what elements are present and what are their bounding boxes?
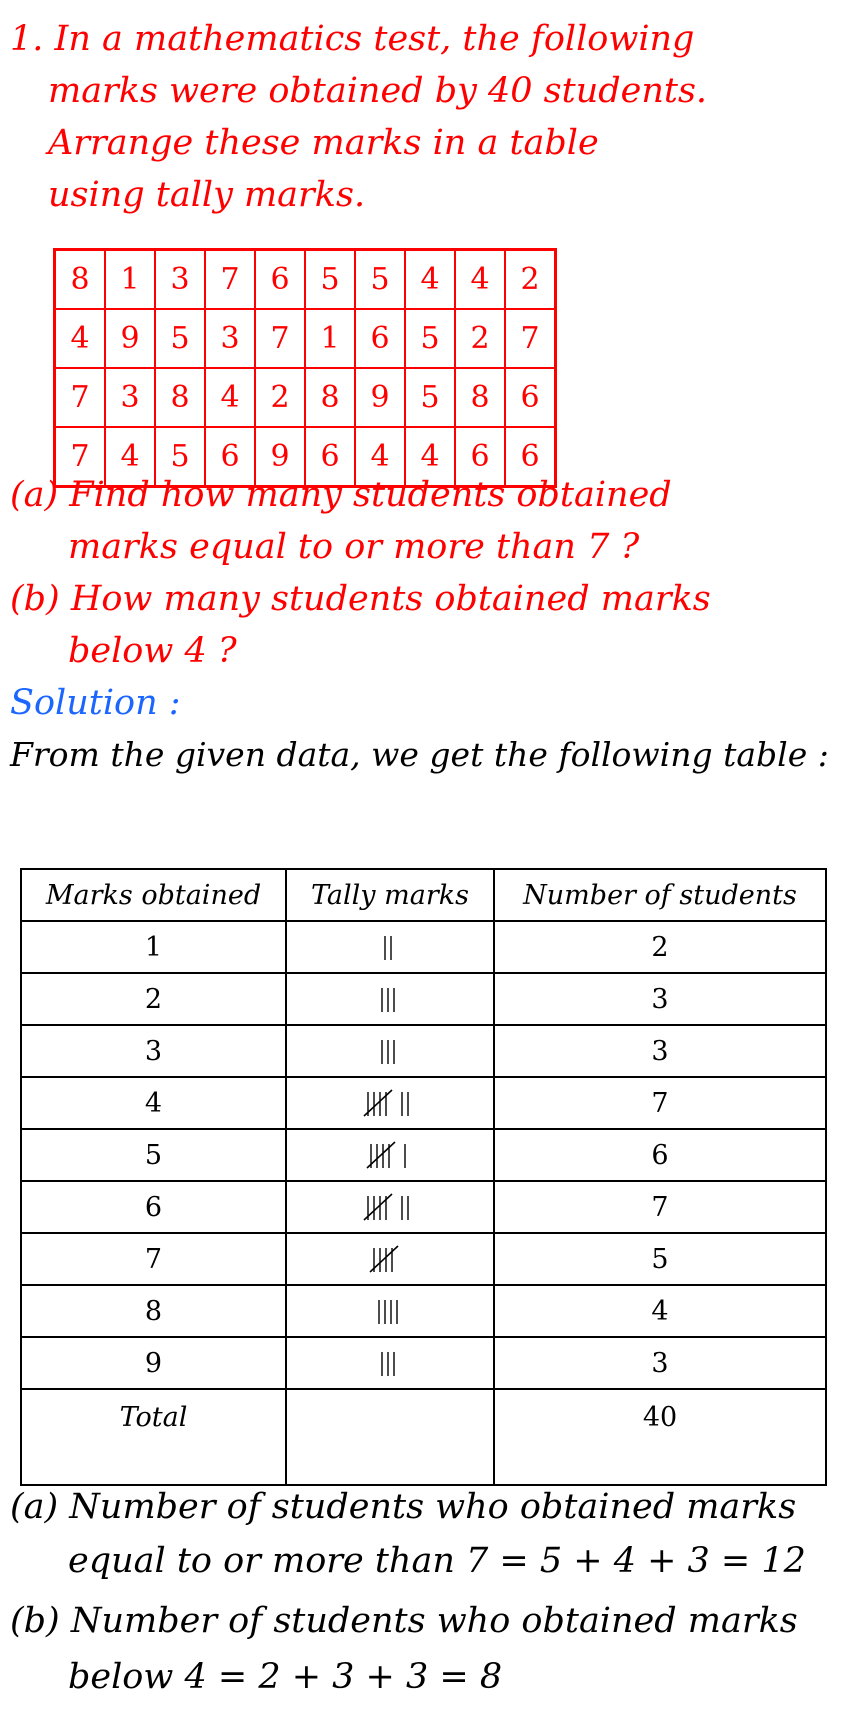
frequency-table	[20, 868, 827, 1486]
marks-grid-cell: 4	[405, 250, 455, 310]
marks-grid-cell: 3	[155, 250, 205, 310]
marks-grid-cell: 8	[155, 368, 205, 427]
tally-marks-icon	[376, 1344, 404, 1382]
table-row	[21, 1129, 826, 1181]
marks-grid-cell: 6	[355, 309, 405, 368]
marks-grid-row	[55, 309, 556, 368]
tally-marks-icon	[376, 980, 404, 1018]
tally-marks	[376, 1032, 404, 1070]
marks-grid-cell: 4	[105, 427, 155, 487]
table-row	[21, 1285, 826, 1337]
count-cell: 7	[494, 1181, 826, 1233]
part-b-line-2: below 4 ?	[68, 631, 237, 671]
marks-grid-cell: 2	[505, 250, 556, 310]
tally-marks	[376, 980, 404, 1018]
tally-cell	[286, 1337, 494, 1389]
marks-grid-cell: 2	[255, 368, 305, 427]
answer-a-line-1: (a) Number of students who obtained marks	[10, 1487, 797, 1527]
marks-grid-cell: 7	[55, 368, 106, 427]
mark-cell: 9	[21, 1337, 286, 1389]
marks-grid-cell: 5	[355, 250, 405, 310]
tally-cell	[286, 1129, 494, 1181]
mark-cell: 2	[21, 973, 286, 1025]
tally-marks	[365, 1136, 415, 1174]
answer-b-line-1: (b) Number of students who obtained marks	[10, 1601, 798, 1641]
header-marks-obtained: Marks obtained	[21, 869, 286, 921]
marks-grid-cell: 1	[105, 250, 155, 310]
mark-cell: 4	[21, 1077, 286, 1129]
tally-marks-icon	[373, 1292, 407, 1330]
table-row	[21, 1233, 826, 1285]
count-cell: 3	[494, 1025, 826, 1077]
marks-grid-cell: 4	[405, 427, 455, 487]
tally-marks-icon	[362, 1188, 418, 1226]
tally-marks	[373, 1292, 407, 1330]
count-cell: 2	[494, 921, 826, 973]
marks-grid-cell: 2	[455, 309, 505, 368]
marks-grid-cell: 4	[355, 427, 405, 487]
header-number-of-students: Number of students	[494, 869, 826, 921]
marks-grid-cell: 6	[255, 250, 305, 310]
marks-grid-cell: 5	[405, 309, 455, 368]
table-row	[21, 1025, 826, 1077]
marks-grid-cell: 8	[55, 250, 106, 310]
answer-b-line-2: below 4 = 2 + 3 + 3 = 8	[68, 1657, 503, 1697]
marks-data-grid	[53, 248, 557, 488]
marks-grid-cell: 4	[55, 309, 106, 368]
total-tally-cell	[286, 1389, 494, 1485]
total-label: Total	[21, 1389, 286, 1485]
table-row	[21, 1337, 826, 1389]
mark-cell: 5	[21, 1129, 286, 1181]
mark-cell: 8	[21, 1285, 286, 1337]
marks-grid-cell: 6	[505, 427, 556, 487]
tally-marks-icon	[368, 1240, 412, 1278]
count-cell: 3	[494, 1337, 826, 1389]
solution-heading: Solution :	[10, 683, 181, 723]
marks-grid-cell: 5	[155, 427, 205, 487]
total-count: 40	[494, 1389, 826, 1485]
solution-intro: From the given data, we get the following table :	[10, 735, 829, 774]
marks-grid-cell: 1	[305, 309, 355, 368]
tally-cell	[286, 1025, 494, 1077]
count-cell: 3	[494, 973, 826, 1025]
tally-marks	[368, 1240, 412, 1278]
marks-grid-cell: 6	[305, 427, 355, 487]
tally-marks-icon	[376, 1032, 404, 1070]
tally-marks-icon	[362, 1084, 418, 1122]
count-cell: 7	[494, 1077, 826, 1129]
question-line-2: marks were obtained by 40 students.	[48, 71, 708, 111]
tally-cell	[286, 1181, 494, 1233]
marks-grid-cell: 5	[305, 250, 355, 310]
part-a-line-1: (a) Find how many students obtained	[10, 475, 672, 515]
count-cell: 5	[494, 1233, 826, 1285]
marks-grid-cell: 4	[205, 368, 255, 427]
marks-grid-cell: 7	[255, 309, 305, 368]
tally-marks	[362, 1188, 418, 1226]
tally-marks	[376, 1344, 404, 1382]
mark-cell: 7	[21, 1233, 286, 1285]
header-tally-marks: Tally marks	[286, 869, 494, 921]
marks-grid-cell: 6	[205, 427, 255, 487]
marks-grid-cell: 7	[505, 309, 556, 368]
marks-grid-cell: 9	[105, 309, 155, 368]
marks-grid-cell: 7	[205, 250, 255, 310]
mark-cell: 1	[21, 921, 286, 973]
marks-grid-cell: 4	[455, 250, 505, 310]
marks-grid-cell: 3	[205, 309, 255, 368]
total-row	[21, 1389, 826, 1485]
answer-a-line-2: equal to or more than 7 = 5 + 4 + 3 = 12	[68, 1541, 806, 1581]
tally-marks-icon	[365, 1136, 415, 1174]
marks-grid-row	[55, 250, 556, 310]
question-line-1: 1. In a mathematics test, the following	[10, 19, 695, 59]
marks-grid-cell: 8	[455, 368, 505, 427]
tally-cell	[286, 973, 494, 1025]
tally-marks-icon	[379, 928, 401, 966]
marks-grid-cell: 9	[255, 427, 305, 487]
tally-marks	[362, 1084, 418, 1122]
count-cell: 4	[494, 1285, 826, 1337]
marks-grid-cell: 8	[305, 368, 355, 427]
marks-grid-cell: 3	[105, 368, 155, 427]
tally-cell	[286, 1233, 494, 1285]
table-row	[21, 1077, 826, 1129]
part-b-line-1: (b) How many students obtained marks	[10, 579, 711, 619]
tally-cell	[286, 1285, 494, 1337]
table-row	[21, 921, 826, 973]
question-line-3: Arrange these marks in a table	[48, 123, 599, 163]
mark-cell: 6	[21, 1181, 286, 1233]
marks-grid-cell: 6	[455, 427, 505, 487]
marks-grid-cell: 9	[355, 368, 405, 427]
table-row	[21, 973, 826, 1025]
marks-grid-cell: 5	[155, 309, 205, 368]
table-header-row	[21, 869, 826, 921]
mark-cell: 3	[21, 1025, 286, 1077]
marks-grid-cell: 5	[405, 368, 455, 427]
question-line-4: using tally marks.	[48, 175, 366, 215]
table-row	[21, 1181, 826, 1233]
count-cell: 6	[494, 1129, 826, 1181]
tally-cell	[286, 921, 494, 973]
tally-cell	[286, 1077, 494, 1129]
tally-marks	[379, 928, 401, 966]
part-a-line-2: marks equal to or more than 7 ?	[68, 527, 640, 567]
marks-grid-cell: 6	[505, 368, 556, 427]
marks-grid-cell: 7	[55, 427, 106, 487]
marks-grid-row	[55, 368, 556, 427]
